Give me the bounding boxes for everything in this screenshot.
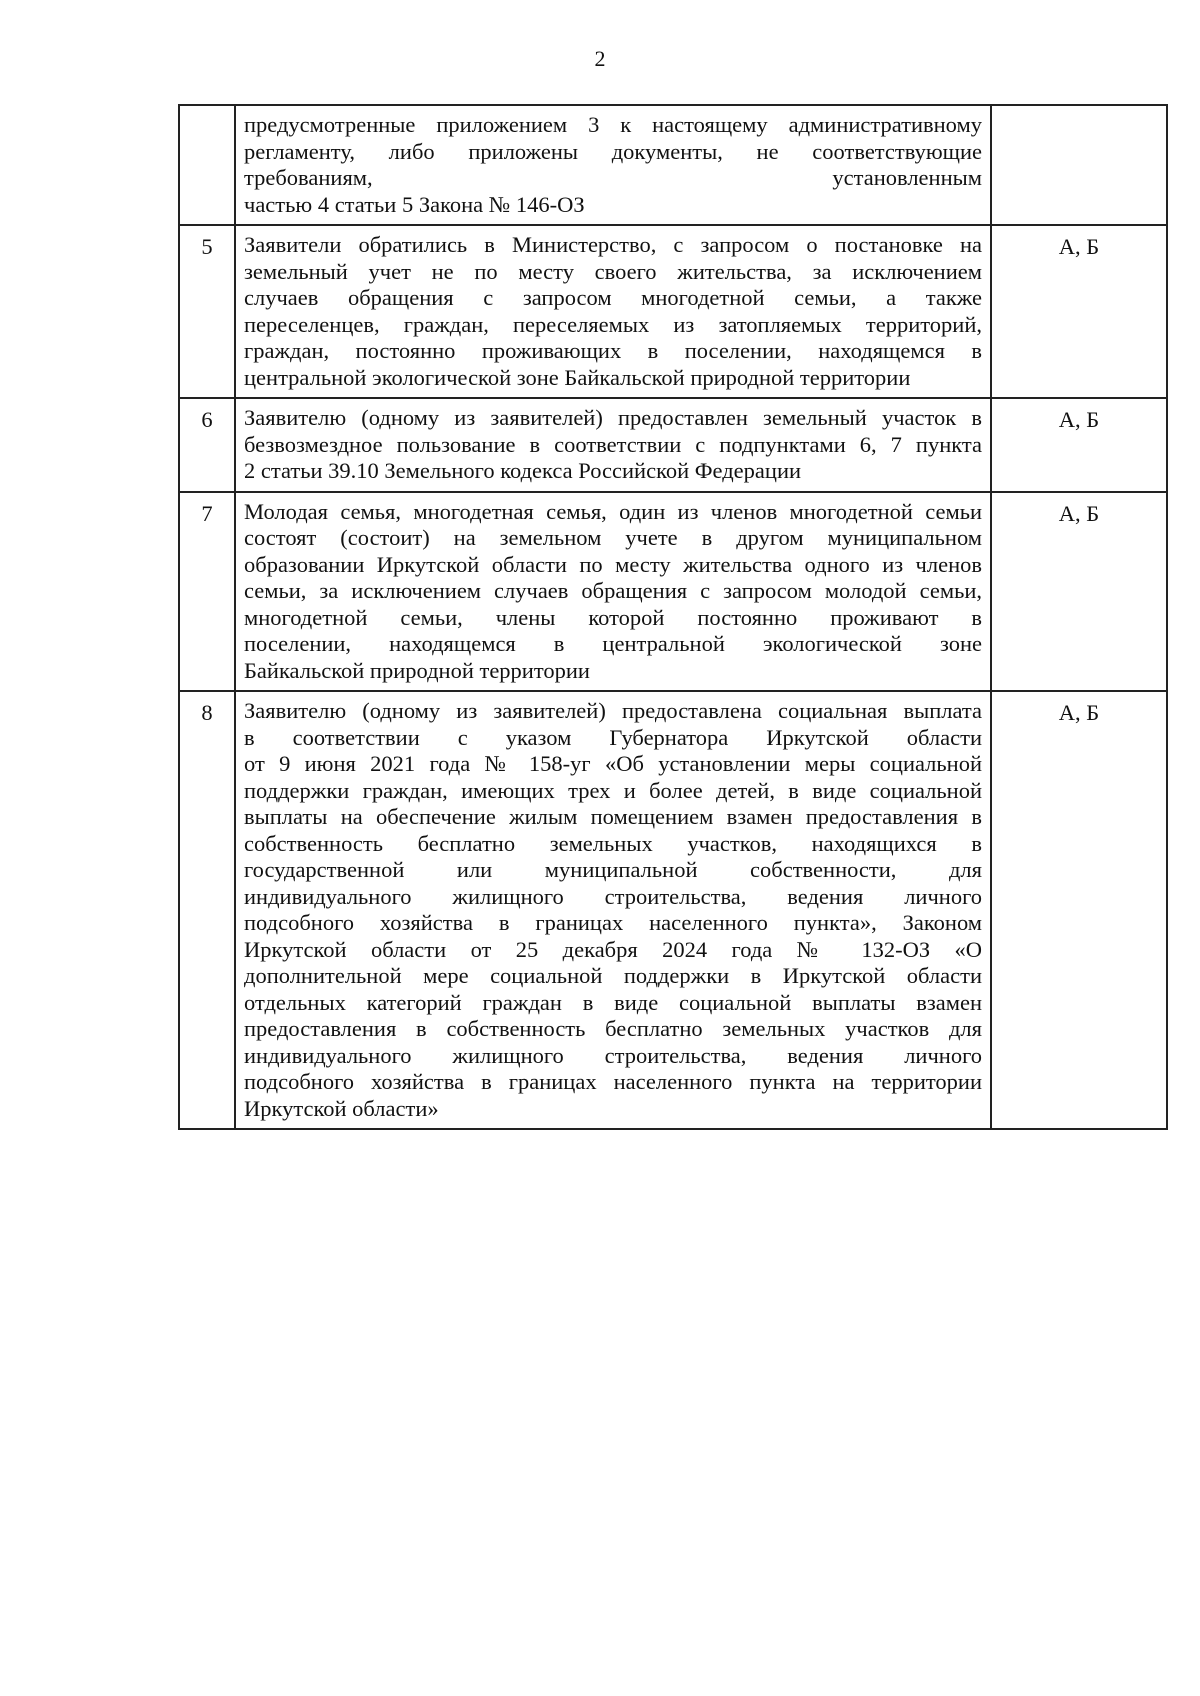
table-row xyxy=(179,492,1167,692)
row-text xyxy=(235,691,991,1129)
text-line: предусмотренные приложением 3 к настоящему административному xyxy=(244,112,982,137)
text-line: семьи, за исключением случаев обращения с запросом молодой семьи, xyxy=(244,578,982,603)
text-line: центральной экологической зоне Байкальской природной территории xyxy=(244,364,911,390)
text-line: поселении, находящемся в центральной экологической зоне xyxy=(244,631,982,656)
row-text xyxy=(235,398,991,492)
row-number xyxy=(179,105,235,225)
row-number: 8 xyxy=(179,691,235,1129)
text-line: состоят (состоит) на земельном учете в другом муниципальном xyxy=(244,525,982,550)
row-number: 6 xyxy=(179,398,235,492)
text-line: 2 статьи 39.10 Земельного кодекса Российской Федерации xyxy=(244,458,802,483)
text-line: индивидуального жилищного строительства, ведения личного xyxy=(244,883,982,909)
table-row xyxy=(179,691,1167,1129)
text-line: переселенцев, граждан, переселяемых из затопляемых территорий, xyxy=(244,311,982,337)
row-grounds xyxy=(991,105,1167,225)
text-line: выплаты на обеспечение жилым помещением взамен предоставления в xyxy=(244,804,982,829)
text-line: предоставления в собственность бесплатно земельных участков для xyxy=(244,1016,982,1041)
text-line: поддержки граждан, имеющих трех и более детей, в виде социальной xyxy=(244,777,982,803)
row-text xyxy=(235,105,991,225)
text-line: Иркутской области от 25 декабря 2024 года № 132-ОЗ «О xyxy=(244,936,982,962)
text-line: частью 4 статьи 5 Закона № 146-ОЗ xyxy=(244,191,585,217)
text-line: отдельных категорий граждан в виде социальной выплаты взамен xyxy=(244,989,982,1015)
row-grounds: А, Б xyxy=(991,398,1167,492)
text-line: земельный учет не по месту своего жительства, за исключением xyxy=(244,258,982,284)
text-line: подсобного хозяйства в границах населенного пункта на территории xyxy=(244,1069,982,1094)
text-line: безвозмездное пользование в соответствии с подпунктами 6, 7 пункта xyxy=(244,431,982,457)
text-line: требованиям, установленным xyxy=(244,165,982,190)
text-line: Байкальской природной территории xyxy=(244,657,590,683)
text-line: государственной или муниципальной собственности, для xyxy=(244,857,982,882)
text-line: подсобного хозяйства в границах населенного пункта», Законом xyxy=(244,910,982,935)
text-line: Заявители обратились в Министерство, с запросом о постановке на xyxy=(244,232,982,257)
row-text xyxy=(235,225,991,398)
text-line: от 9 июня 2021 года № 158-уг «Об установлении меры социальной xyxy=(244,751,982,776)
text-line: собственность бесплатно земельных участков, находящихся в xyxy=(244,830,982,856)
table-row xyxy=(179,225,1167,398)
text-line: Заявителю (одному из заявителей) предоставлена социальная выплата xyxy=(244,698,982,723)
table-row xyxy=(179,398,1167,492)
text-line: граждан, постоянно проживающих в поселении, находящемся в xyxy=(244,338,982,363)
text-line: Молодая семья, многодетная семья, один из членов многодетной семьи xyxy=(244,498,982,524)
text-line: Заявителю (одному из заявителей) предоставлен земельный участок в xyxy=(244,405,982,430)
row-number: 7 xyxy=(179,492,235,692)
text-line: в соответствии с указом Губернатора Иркутской области xyxy=(244,724,982,750)
text-line: Иркутской области» xyxy=(244,1095,439,1121)
row-number: 5 xyxy=(179,225,235,398)
row-text xyxy=(235,492,991,692)
row-grounds: А, Б xyxy=(991,691,1167,1129)
page-number: 2 xyxy=(594,46,606,71)
text-line: регламенту, либо приложены документы, не соответствующие xyxy=(244,138,982,164)
row-grounds: А, Б xyxy=(991,492,1167,692)
table-row xyxy=(179,105,1167,225)
text-line: образовании Иркутской области по месту жительства одного из членов xyxy=(244,551,982,577)
text-line: случаев обращения с запросом многодетной семьи, а также xyxy=(244,285,982,310)
grounds-table xyxy=(178,104,1168,1130)
text-line: дополнительной мере социальной поддержки в Иркутской области xyxy=(244,963,982,988)
text-line: индивидуального жилищного строительства, ведения личного xyxy=(244,1042,982,1068)
text-line: многодетной семьи, члены которой постоянно проживают в xyxy=(244,604,982,630)
row-grounds: А, Б xyxy=(991,225,1167,398)
